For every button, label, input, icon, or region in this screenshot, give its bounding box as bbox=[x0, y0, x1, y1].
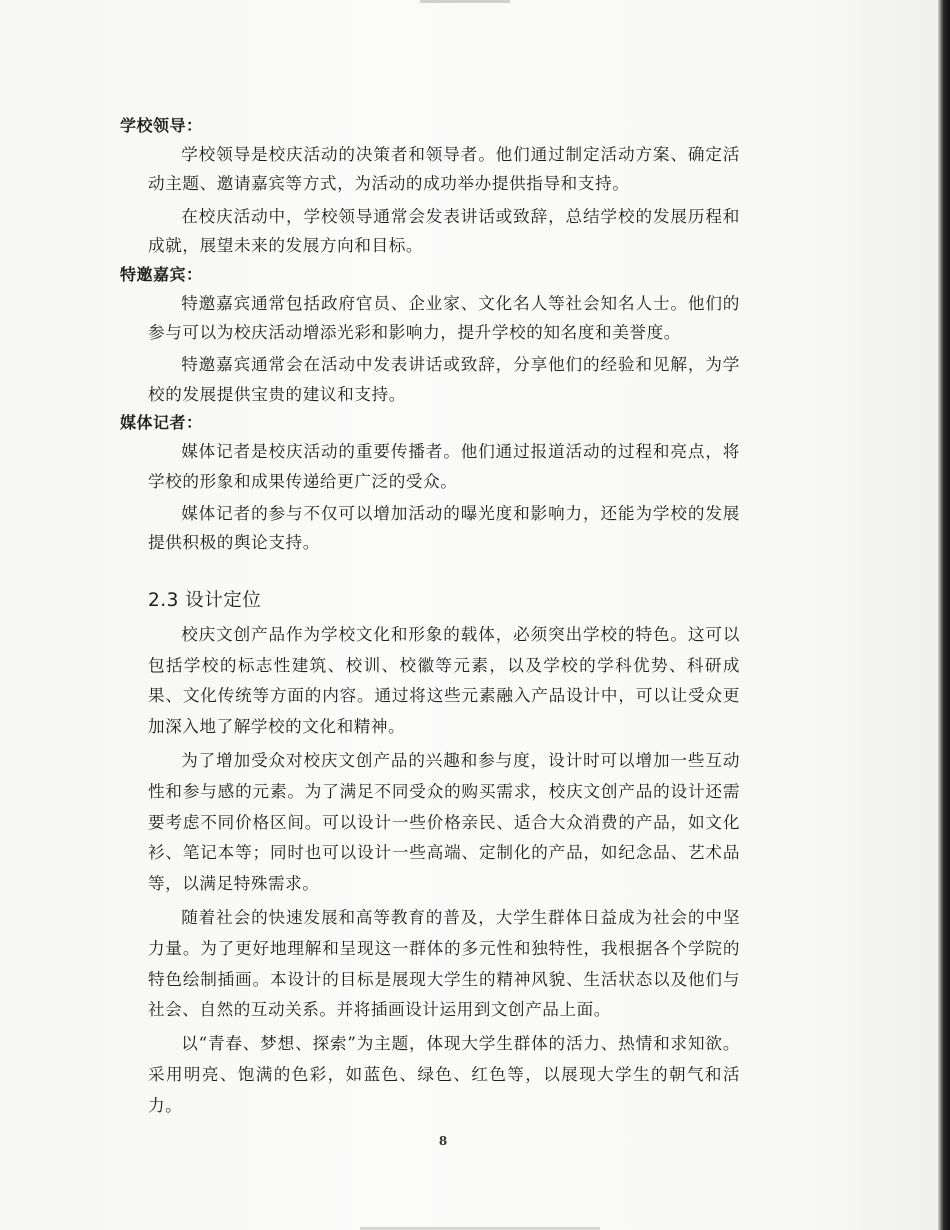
scan-edge-top bbox=[420, 0, 510, 3]
special-guests-label: 特邀嘉宾： bbox=[120, 264, 203, 284]
media-reporters-paragraph-1: 媒体记者是校庆活动的重要传播者。他们通过报道活动的过程和亮点，将学校的形象和成果传递给更广泛的受众。 bbox=[148, 442, 740, 491]
design-positioning-paragraph-2: 为了增加受众对校庆文创产品的兴趣和参与度，设计时可以增加一些互动性和参与感的元素。为了满足不同受众的购买需求，校庆文创产品的设计还需要考虑不同价格区间。可以设计一些价格亲民、适合大众消费的产品，如文化衫、笔记本等；同时也可以设计一些高端、定制化的产品，如纪念品、艺术品等，以满足特殊需求。 bbox=[148, 751, 740, 894]
school-leaders-paragraph-2: 在校庆活动中，学校领导通常会发表讲话或致辞，总结学校的发展历程和成就，展望未来的发展方向和目标。 bbox=[148, 206, 740, 256]
media-reporters-paragraph-2: 媒体记者的参与不仅可以增加活动的曝光度和影响力，还能为学校的发展提供积极的舆论支持。 bbox=[148, 504, 740, 553]
design-positioning-paragraph-4: 以“青春、梦想、探索”为主题，体现大学生群体的活力、热情和求知欲。采用明亮、饱满的色彩，如蓝色、绿色、红色等，以展现大学生的朝气和活力。 bbox=[148, 1034, 740, 1115]
media-reporters-label: 媒体记者： bbox=[120, 413, 203, 433]
design-positioning-paragraph-3: 随着社会的快速发展和高等教育的普及，大学生群体日益成为社会的中坚力量。为了更好地理解和呈现这一群体的多元性和独特性，我根据各个学院的特色绘制插画。本设计的目标是展现大学生的精神风貌、生活状态以及他们与社会、自然的互动关系。并将插画设计运用到文创产品上面。 bbox=[148, 908, 740, 1020]
page-number: 8 bbox=[438, 1134, 448, 1148]
school-leaders-label: 学校领导： bbox=[120, 116, 203, 135]
special-guests-paragraph-1: 特邀嘉宾通常包括政府官员、企业家、文化名人等社会知名人士。他们的参与可以为校庆活动增添光彩和影响力，提升学校的知名度和美誉度。 bbox=[148, 293, 740, 343]
page-content bbox=[122, 112, 740, 1125]
school-leaders-paragraph-1: 学校领导是校庆活动的决策者和领导者。他们通过制定活动方案、确定活动主题、邀请嘉宾等方式，为活动的成功举办提供指导和支持。 bbox=[148, 145, 740, 194]
special-guests-paragraph-2: 特邀嘉宾通常会在活动中发表讲话或致辞，分享他们的经验和见解，为学校的发展提供宝贵的建议和支持。 bbox=[148, 355, 740, 404]
design-positioning-paragraph-1: 校庆文创产品作为学校文化和形象的载体，必须突出学校的特色。这可以包括学校的标志性建筑、校训、校徽等元素，以及学校的学科优势、科研成果、文化传统等方面的内容。通过将这些元素融入产品设计中，可以让受众更加深入地了解学校的文化和精神。 bbox=[148, 624, 740, 737]
scan-edge-right bbox=[938, 0, 950, 1230]
section-title-design-positioning: 2.3 设计定位 bbox=[148, 589, 262, 611]
